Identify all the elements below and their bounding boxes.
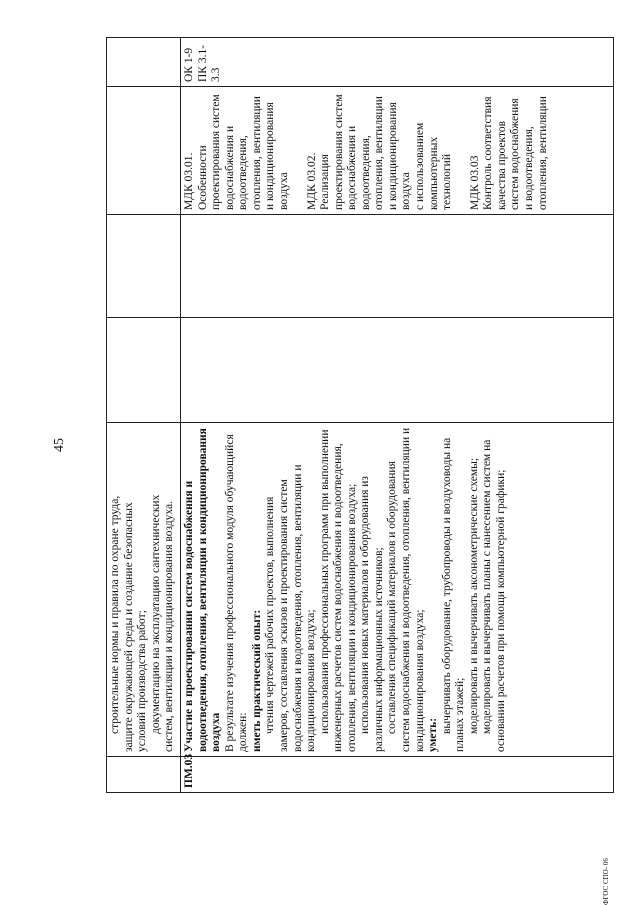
skills-item: вычерчивать оборудование, трубопроводы и воздуховоды на планах этажей;: [440, 437, 467, 752]
cell-empty: [181, 215, 614, 318]
mdk-line: воздуха: [400, 172, 413, 210]
mdk-cell: [181, 87, 614, 215]
mdk-line: проектирования систем: [332, 94, 345, 210]
mdk-line: Особенности: [196, 145, 209, 210]
skills-item: моделировать и вычерчивать планы с нанесением систем на основании расчетов при помощи компьютерной графики;: [481, 439, 507, 752]
mdk-line: компьютерных: [427, 136, 440, 210]
mdk-line: воздуха: [277, 172, 290, 210]
mdk-line: отопления, вентиляции: [250, 96, 263, 210]
page-number: 45: [52, 438, 67, 452]
module-title: Участие в проектировании систем водоснабжения и водоотведения, отопления, вентиляции и кондиционирования воздуха: [183, 428, 223, 752]
mdk-line: отопления, вентиляции: [536, 96, 549, 210]
competencies-cell: [181, 38, 614, 87]
mdk-line: и кондиционирования: [264, 102, 277, 210]
practice-item: замеров, составления эскизов и проектирования систем водоснабжения и водоотведения, отопления, вентиляции и кондиционирования воздуха;: [277, 464, 318, 752]
mdk-line: и водоотведения,: [522, 126, 535, 210]
cell-empty: [107, 38, 181, 87]
text-line: условий производства работ;: [136, 610, 149, 752]
mdk-line: водоснабжения и: [223, 125, 236, 210]
module-code-cell: [181, 753, 614, 793]
competency-pk: ПК 3.1-3.3: [196, 44, 223, 82]
cell-empty: [107, 318, 181, 423]
skills-label: уметь:: [427, 717, 440, 752]
text-line: документацию на эксплуатацию сантехнических: [149, 494, 162, 734]
mdk-line: систем водоснабжения: [509, 98, 522, 210]
text-line: систем, вентиляции и кондиционирования воздуха.: [163, 501, 176, 752]
text-line: защите окружающей среды и создание безопасных: [122, 502, 135, 752]
mdk-line: качества проектов: [495, 120, 508, 210]
mdk-line: водоснабжения и: [346, 125, 359, 210]
skills-item: моделировать и вычерчивать аксонометрические схемы;: [467, 457, 480, 734]
practice-item: чтения чертежей рабочих проектов, выполнения: [264, 496, 277, 734]
cell-empty: [181, 318, 614, 423]
practice-label: иметь практический опыт:: [250, 609, 263, 752]
mdk-line: и кондиционирования: [386, 102, 399, 210]
cell-empty: [107, 757, 181, 793]
mdk-line: Контроль соответствия: [482, 96, 495, 210]
mdk-line: водоотведения,: [359, 135, 372, 210]
practice-item: составления спецификаций материалов и оборудования систем водоснабжения и водоотведения, отопления, вентиляции и кондиционирования воздуха;: [386, 427, 426, 752]
module-intro: В результате изучения профессионального модуля обучающийся должен:: [223, 434, 250, 752]
mdk-line: проектирования систем: [210, 94, 223, 210]
module-code: ПМ.03: [183, 753, 195, 788]
footer-label: ФГОС СПО- 06: [602, 858, 610, 905]
mdk-line: с использованием: [414, 122, 426, 210]
cell-empty: [107, 87, 181, 215]
practice-item: использования профессиональных программ при выполнении инженерных расчетов систем водоснабжения и водоотведения, отопления, вентиляции и кондиционирования воздуха;: [318, 429, 358, 752]
mdk-code: МДК 03.03: [468, 155, 481, 210]
table-row: [107, 38, 181, 793]
content-cell-continued: [107, 423, 181, 757]
mdk-line: Реализация: [319, 154, 332, 210]
cell-empty: [107, 215, 181, 318]
practice-item: использования новых материалов и оборудования из различных информационных источников;: [359, 476, 385, 752]
text-line: строительные нормы и правила по охране труда,: [109, 495, 121, 734]
mdk-code: МДК 03.02.: [305, 152, 318, 210]
table-row: [181, 38, 614, 793]
mdk-code: МДК 03.01.: [183, 152, 195, 210]
curriculum-table: [106, 38, 614, 793]
mdk-line: технологий: [441, 154, 454, 210]
mdk-line: отопления, вентиляции: [373, 96, 386, 210]
competency-ok: ОК 1-9: [183, 47, 195, 82]
mdk-line: водоотведения,: [237, 135, 250, 210]
module-content-cell: [181, 423, 614, 757]
